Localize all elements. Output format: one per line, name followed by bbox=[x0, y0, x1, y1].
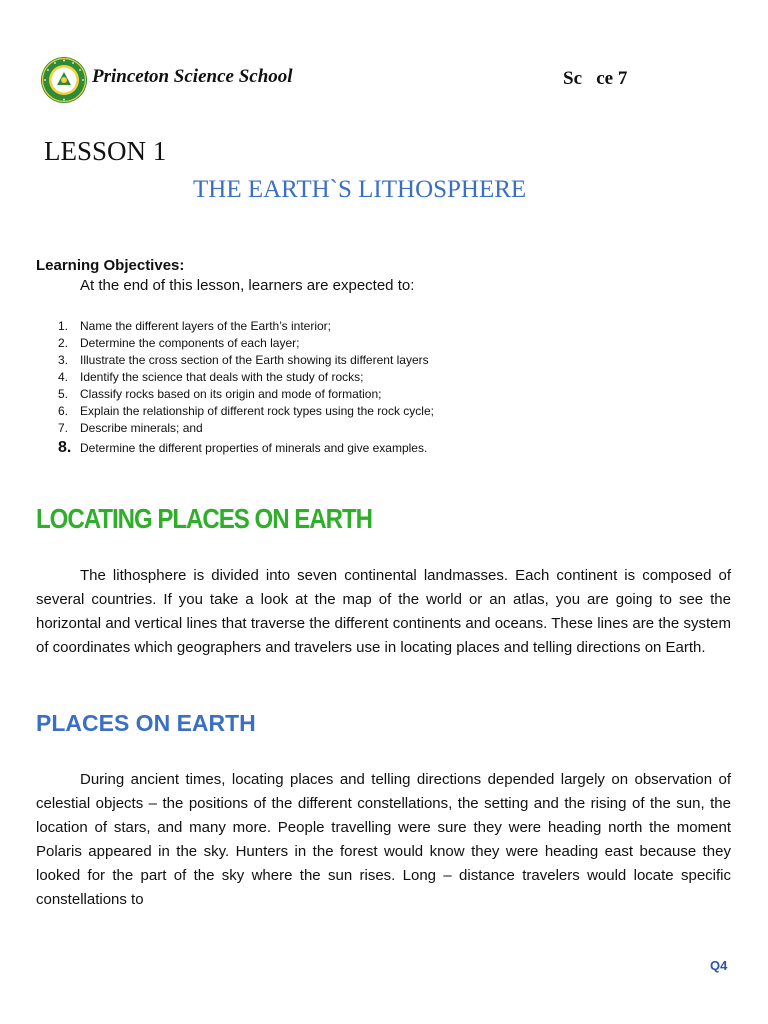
objective-item bbox=[58, 369, 738, 386]
objective-item bbox=[58, 352, 738, 369]
objective-text: Explain the relationship of different rock types using the rock cycle; bbox=[80, 404, 434, 418]
objectives-intro: At the end of this lesson, learners are expected to: bbox=[80, 277, 415, 294]
objective-item bbox=[58, 386, 738, 403]
lesson-title: THE EARTH`S LITHOSPHERE bbox=[193, 176, 527, 203]
school-name: Princeton Science School bbox=[92, 66, 293, 87]
section-heading-places-on-earth: PLACES ON EARTH bbox=[36, 710, 256, 736]
objective-item bbox=[58, 420, 738, 437]
objective-number: 4. bbox=[58, 370, 69, 384]
objective-text: Name the different layers of the Earth’s interior; bbox=[80, 319, 332, 333]
objective-number: 7. bbox=[58, 421, 69, 435]
objective-item bbox=[58, 318, 738, 335]
objective-number: 2. bbox=[58, 336, 69, 350]
objectives-list bbox=[58, 318, 738, 457]
objective-number: 3. bbox=[58, 353, 69, 367]
objective-text: Describe minerals; and bbox=[80, 421, 203, 435]
objective-text: Illustrate the cross section of the Earth showing its different layers bbox=[80, 353, 429, 367]
school-seal-logo bbox=[40, 56, 88, 104]
objective-number: 6. bbox=[58, 404, 69, 418]
subject-label: Sc ce 7 bbox=[563, 68, 628, 89]
section-heading-locating-places: LOCATING PLACES ON EARTH bbox=[36, 503, 372, 534]
objective-number: 8. bbox=[58, 439, 72, 456]
section-paragraph: During ancient times, locating places and telling directions depended largely on observation of celestial objects – the positions of the different constellations, the setting and the rising of the sun, the location of stars, and many more. People travelling were sure they were heading north the moment Polaris appeared in the sky. Hunters in the forest would know they were heading east because they looked for the part of the sky where the sun rises. Long – distance travelers would locate specific constellations to bbox=[36, 771, 731, 908]
objective-text: Identify the science that deals with the study of rocks; bbox=[80, 370, 364, 384]
objective-item bbox=[58, 335, 738, 352]
objective-item bbox=[58, 439, 738, 457]
objective-number: 1. bbox=[58, 319, 69, 333]
page-label: Q4 bbox=[710, 958, 728, 973]
objective-number: 5. bbox=[58, 387, 69, 401]
objective-text: Classify rocks based on its origin and mode of formation; bbox=[80, 387, 382, 401]
objectives-heading: Learning Objectives: bbox=[36, 257, 185, 274]
lesson-number: LESSON 1 bbox=[44, 136, 167, 166]
section-paragraph: The lithosphere is divided into seven continental landmasses. Each continent is composed of several countries. If you take a look at the map of the world or an atlas, you are going to see the horizontal and vertical lines that traverse the different continents and oceans. These lines are the system of coordinates which geographers and travelers use in locating places and telling directions on Earth. bbox=[36, 567, 731, 656]
objective-text: Determine the different properties of minerals and give examples. bbox=[80, 441, 428, 455]
objective-item bbox=[58, 403, 738, 420]
objective-text: Determine the components of each layer; bbox=[80, 336, 300, 350]
